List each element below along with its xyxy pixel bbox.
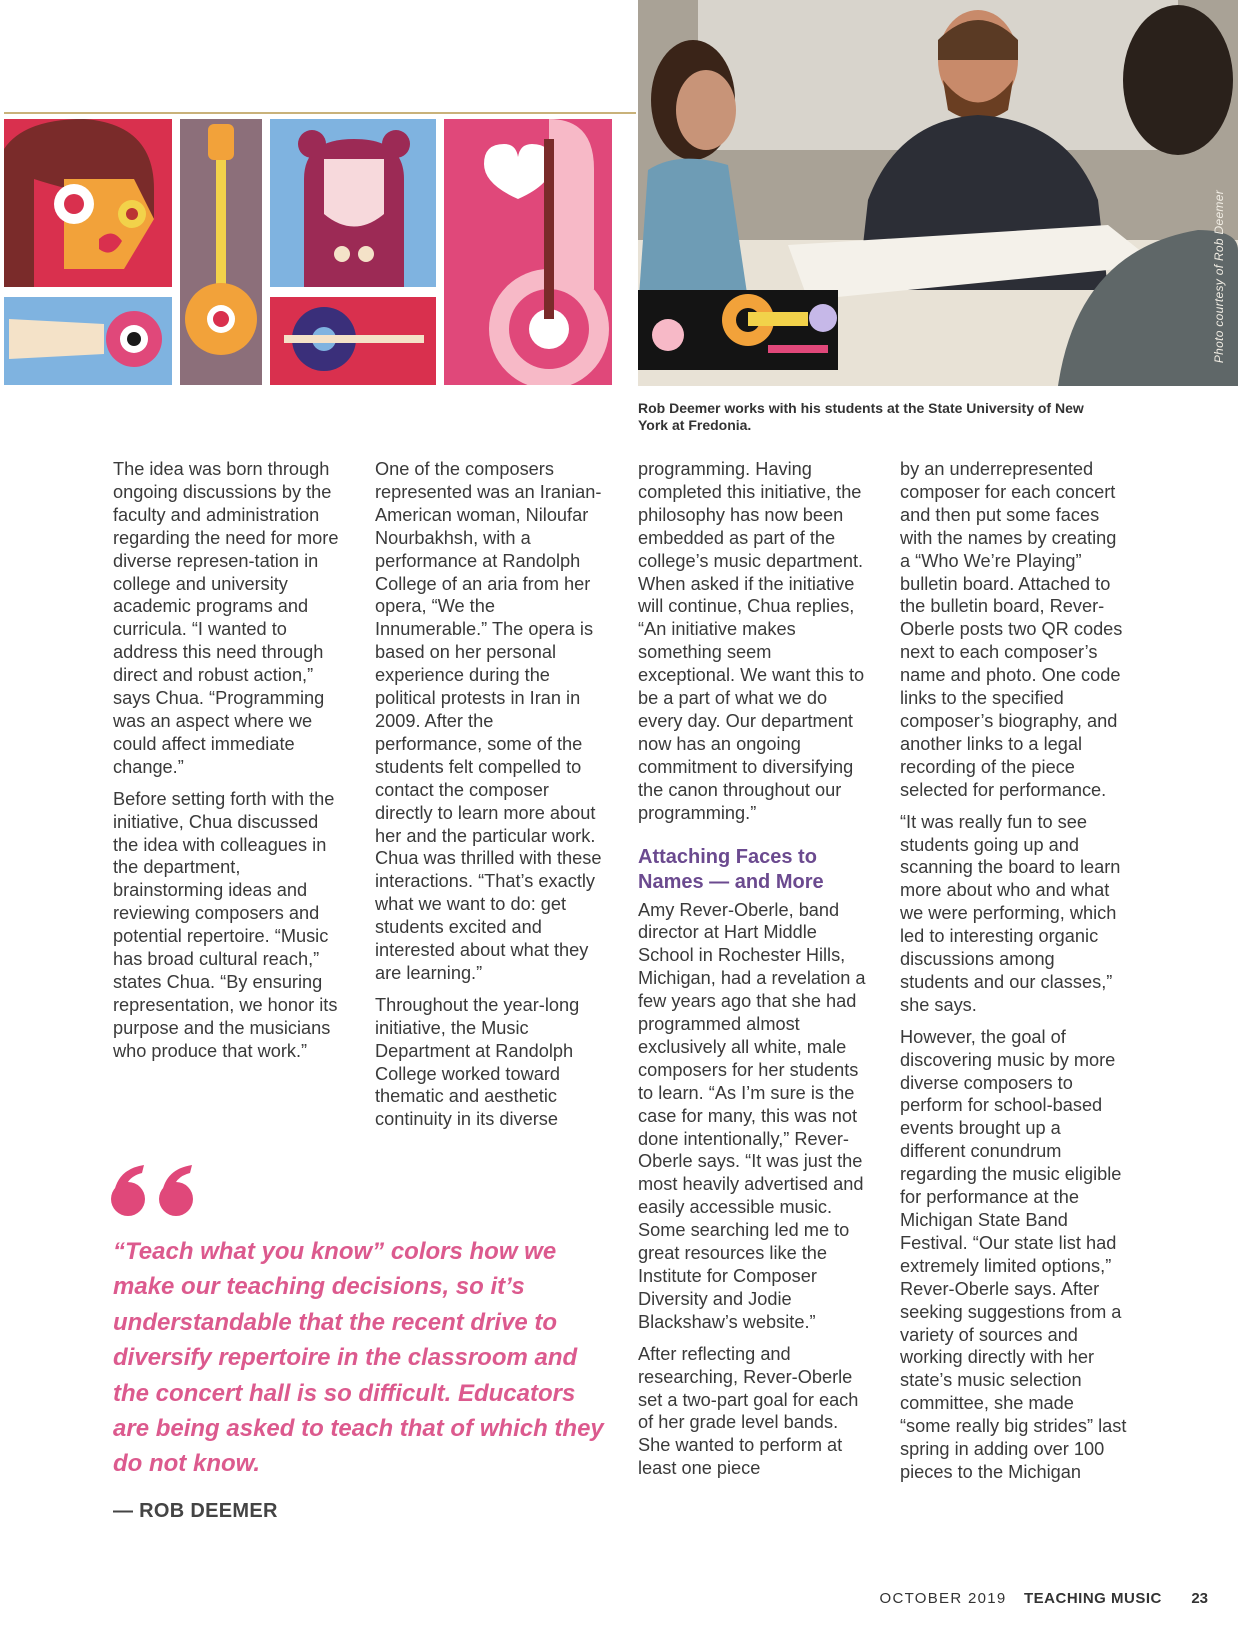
classroom-photo: [638, 0, 1238, 386]
text-column-1: [113, 458, 341, 1072]
text-column-4: [900, 458, 1128, 1493]
issue-date: OCTOBER 2019: [879, 1590, 1007, 1607]
paragraph: “It was really fun to see students going up and scanning the board to learn more about who and what we were performing, which led to interesting organic discussions among students and our classes,” she says.: [900, 811, 1121, 1015]
music-art-illustration: [4, 119, 636, 385]
paragraph: programming. Having completed this initiative, the philosophy has now been embedded as part of the college’s music department. When asked if the initiative will continue, Chua replies, “An initiative makes something seem exceptional. We want this to be a part of what we do every day. Our department now has an ongoing commitment to diversifying the canon throughout our programming.”: [638, 459, 865, 823]
paragraph: by an underrepresented composer for each concert and then put some faces with the names by creating a “Who We’re Playing” bulletin board. Attached to the bulletin board, Rever-Oberle posts two QR codes next to each composer’s name and photo. One code links to the specified composer’s biography, and another links to a legal recording of the piece selected for performance.: [900, 459, 1123, 800]
text-column-3: [638, 458, 866, 1489]
text-column-2: [375, 458, 603, 1140]
paragraph: One of the composers represented was an Iranian-American woman, Niloufar Nourbakhsh, with a performance at Randolph College of an aria from her opera, “We the Innumerable.” The opera is based on her personal experience during the political protests in Iran in 2009. After the performance, some of the students felt compelled to contact the composer directly to learn more about her and the particular work. Chua was thrilled with these interactions. “That’s exactly what we want to do: get students excited and interested about what they are learning.”: [375, 459, 602, 983]
paragraph: The idea was born through ongoing discussions by the faculty and administration regarding the need for more diverse represen-tation in college and university academic programs and curricula. “I wanted to address this need through direct and robust action,” says Chua. “Programming was an aspect where we could affect immediate change.”: [113, 459, 339, 777]
magazine-name: TEACHING MUSIC: [1024, 1590, 1162, 1607]
header-rule: [4, 112, 636, 114]
paragraph: Before setting forth with the initiative, Chua discussed the idea with colleagues in the department, brainstorming ideas and reviewing composers and potential repertoire. “Music has broad cultural reach,” states Chua. “By ensuring representation, we honor its purpose and the musicians who produce that work.”: [113, 788, 338, 1061]
paragraph: However, the goal of discovering music by more diverse composers to perform for school-based events brought up a different conundrum regarding the music eligible for performance at the Michigan State Band Festival. “Our state list had extremely limited options,” Rever-Oberle says. After seeking suggestions from a variety of sources and working directly with her state’s music selection committee, she made “some really big strides” last spring in adding over 100 pieces to the Michigan: [900, 1026, 1127, 1482]
section-heading: Attaching Faces to Names — and More: [638, 845, 824, 893]
pull-quote: “Teach what you know” colors how we make our teaching decisions, so it’s understandable that the recent drive to diversify repertoire in the classroom and the concert hall is so difficult. Educators are being asked to teach that of which they do not know.: [113, 1238, 604, 1478]
quote-mark-icon: [110, 1163, 200, 1219]
photo-credit: Photo courtesy of Rob Deemer: [1212, 190, 1226, 364]
paragraph: Throughout the year-long initiative, the Music Department at Randolph College worked toward thematic and aesthetic continuity in its diverse: [375, 994, 580, 1130]
page-number: 23: [1191, 1590, 1208, 1607]
paragraph: After reflecting and researching, Rever-Oberle set a two-part goal for each of her grade level bands. She wanted to perform at least one piece: [638, 1343, 859, 1479]
photo-caption: Rob Deemer works with his students at the State University of New York at Fredonia.: [638, 400, 1084, 433]
paragraph: Amy Rever-Oberle, band director at Hart Middle School in Rochester Hills, Michigan, had a revelation a few years ago that she had programmed almost exclusively all white, male composers for her students to learn. “As I’m sure is the case for many, this was not done intentionally,” Rever-Oberle says. “It was just the most heavily advertised and easily accessible music. Some searching led me to great resources like the Institute for Composer Diversity and Jodie Blackshaw’s website.”: [638, 899, 866, 1332]
quote-attribution: — ROB DEEMER: [113, 1500, 278, 1522]
page-footer: [879, 1590, 1208, 1607]
